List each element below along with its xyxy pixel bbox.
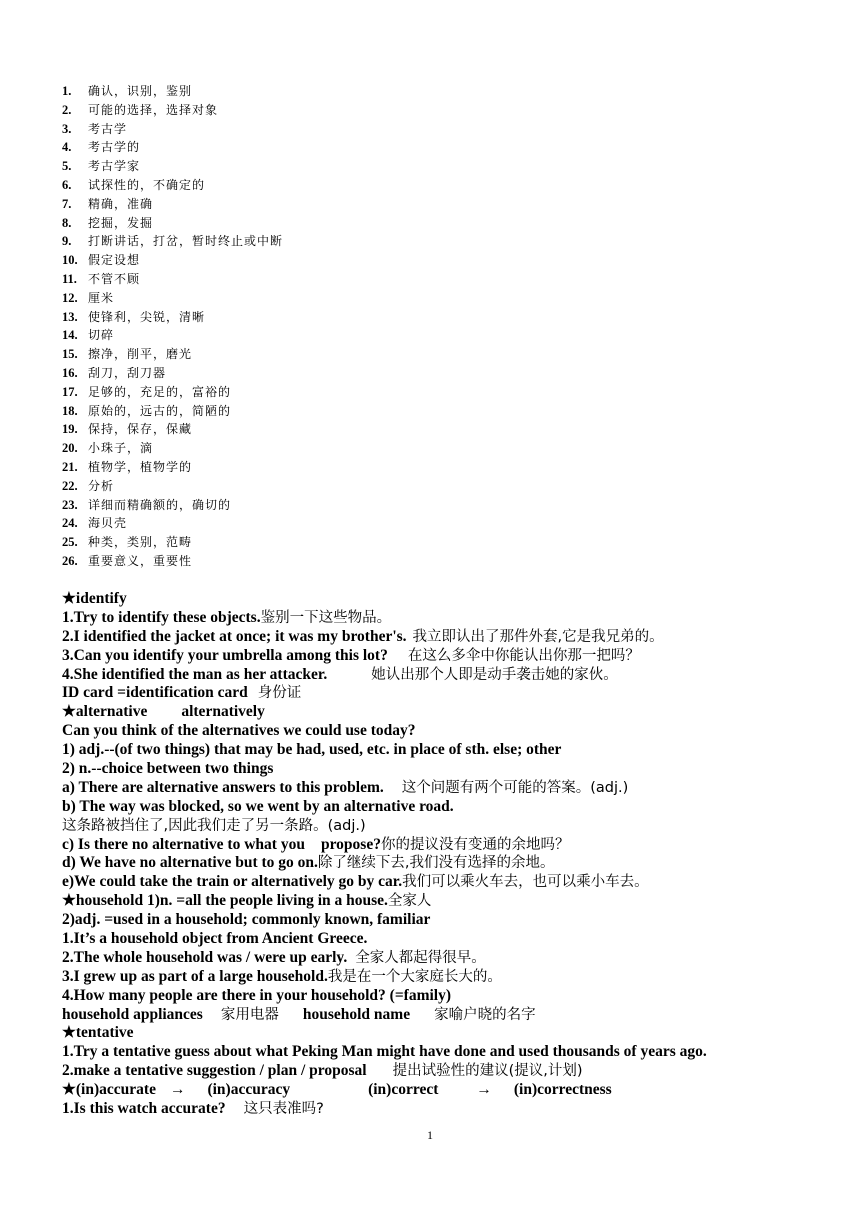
- vocab-item: [62, 289, 283, 308]
- entry-heading-identify: ★identify: [62, 590, 127, 607]
- vocab-definition: 试探性的，不确定的: [88, 177, 206, 192]
- vocab-item: [62, 439, 283, 458]
- vocab-item: [62, 458, 283, 477]
- vocab-item: [62, 326, 283, 345]
- vocab-definition: 刮刀，刮刀器: [88, 365, 167, 380]
- vocab-definition: 重要意义，重要性: [88, 553, 193, 568]
- example-line: 3.I grew up as part of a large household.我是在一个大家庭长大的。: [62, 967, 502, 985]
- vocab-item: [62, 120, 283, 139]
- vocab-number: 10.: [62, 253, 78, 268]
- vocab-number: 19.: [62, 422, 78, 437]
- example-line: Can you think of the alternatives we could use today?: [62, 722, 416, 740]
- vocab-number: 16.: [62, 365, 78, 380]
- example-line: 1.Try a tentative guess about what Peking Man might have done and used thousands of years ago.: [62, 1043, 707, 1061]
- vocab-definition: 小珠子，滴: [88, 441, 154, 456]
- vocab-item: [62, 364, 283, 383]
- vocab-number: 18.: [62, 403, 78, 418]
- vocab-item: [62, 101, 283, 120]
- vocab-number: 26.: [62, 553, 78, 568]
- vocab-item: [62, 176, 283, 195]
- vocab-number: 12.: [62, 290, 78, 305]
- vocab-item: [62, 138, 283, 157]
- vocab-number: 9.: [62, 234, 72, 249]
- page-number: 1: [427, 1128, 433, 1142]
- vocab-number: 1.: [62, 84, 72, 98]
- entry-heading-accurate: ★(in)accurate → (in)accuracy (in)correct → (in)correctness: [62, 1081, 612, 1099]
- example-line: 3.Can you identify your umbrella among this lot? 在这么多伞中你能认出你那一把吗？: [62, 646, 640, 664]
- vocab-item: [62, 308, 283, 327]
- definition-line: 1) adj.--(of two things) that may be had, used, etc. in place of sth. else; other: [62, 741, 562, 759]
- vocab-definition: 分析: [88, 478, 115, 493]
- example-line: 1.It’s a household object from Ancient Greece.: [62, 930, 368, 948]
- vocab-item: [62, 195, 283, 214]
- vocab-number: 5.: [62, 159, 72, 174]
- vocab-definition: 不管不顾: [88, 271, 141, 286]
- example-line: d) We have no alternative but to go on.除了继续下去,我们没有选择的余地。: [62, 854, 555, 872]
- vocab-definition: 详细而精确额的，确切的: [88, 497, 232, 512]
- vocab-number: 4.: [62, 140, 72, 155]
- vocab-item: [62, 232, 283, 251]
- vocab-definition: 打断讲话，打岔，暂时终止或中断: [88, 234, 284, 249]
- vocab-item: [62, 477, 283, 496]
- vocab-item: [62, 270, 283, 289]
- example-line: 2.make a tentative suggestion / plan / proposal 提出试验性的建议(提议,计划): [62, 1062, 583, 1080]
- vocab-definition: 考古学家: [88, 159, 141, 174]
- vocab-item: [62, 402, 283, 421]
- arrow-icon: →: [476, 1081, 492, 1099]
- vocab-definition: 擦净，削平，磨光: [88, 347, 193, 362]
- vocab-definition: 考古学的: [88, 140, 141, 155]
- vocab-number: 20.: [62, 441, 78, 456]
- vocab-definition: 厘米: [88, 290, 115, 305]
- vocab-definition: 保持，保存，保藏: [88, 422, 193, 437]
- example-line: ID card =identification card 身份证: [62, 684, 302, 702]
- vocab-item: [62, 420, 283, 439]
- definition-line: 2) n.--choice between two things: [62, 760, 274, 778]
- vocab-definition: 可能的选择，选择对象: [88, 102, 219, 117]
- vocab-item: [62, 157, 283, 176]
- vocab-definition: 足够的，充足的，富裕的: [88, 384, 232, 399]
- vocab-item: [62, 533, 283, 552]
- vocab-number: 7.: [62, 196, 72, 211]
- vocab-item: [62, 214, 283, 233]
- vocab-number: 25.: [62, 535, 78, 550]
- example-line: a) There are alternative answers to this problem. 这个问题有两个可能的答案。(adj.): [62, 778, 629, 796]
- vocab-item: [62, 82, 283, 101]
- vocab-definition: 挖掘，发掘: [88, 215, 154, 230]
- vocabulary-list: [62, 82, 283, 571]
- vocab-item: [62, 514, 283, 533]
- example-line: 1.Is this watch accurate? 这只表准吗?: [62, 1100, 324, 1118]
- vocab-number: 17.: [62, 384, 78, 399]
- vocab-item: [62, 383, 283, 402]
- vocab-number: 13.: [62, 309, 78, 324]
- example-line: 2.The whole household was / were up early. 全家人都起得很早。: [62, 948, 486, 966]
- arrow-icon: →: [169, 1081, 186, 1099]
- entry-heading-household: ★household 1)n. =all the people living in a house.全家人: [62, 892, 432, 910]
- vocab-number: 3.: [62, 121, 72, 136]
- vocab-number: 21.: [62, 459, 78, 474]
- example-line: household appliances 家用电器 household name 家喻户晓的名字: [62, 1005, 536, 1023]
- example-line: b) The way was blocked, so we went by an alternative road.: [62, 797, 454, 815]
- vocab-definition: 切碎: [88, 328, 115, 343]
- vocab-number: 2.: [62, 102, 72, 117]
- vocab-definition: 确认，识别，鉴别: [88, 84, 193, 98]
- vocab-definition: 考古学: [88, 121, 128, 136]
- vocab-definition: 原始的，远古的，简陋的: [88, 403, 232, 418]
- vocab-number: 15.: [62, 347, 78, 362]
- vocab-definition: 种类，类别，范畴: [88, 535, 193, 550]
- vocab-number: 22.: [62, 478, 78, 493]
- example-line: 4.How many people are there in your household? (=family): [62, 986, 452, 1004]
- vocab-item: [62, 345, 283, 364]
- vocab-number: 24.: [62, 516, 78, 531]
- entry-heading-tentative: ★tentative: [62, 1024, 134, 1042]
- definition-line: 2)adj. =used in a household; commonly known, familiar: [62, 911, 431, 929]
- entry-heading-alternative: ★alternative alternatively: [62, 703, 265, 721]
- example-line: 这条路被挡住了,因此我们走了另一条路。(adj.): [62, 817, 366, 834]
- vocab-definition: 植物学，植物学的: [88, 459, 193, 474]
- vocab-definition: 使锋利，尖锐，清晰: [88, 309, 206, 324]
- vocab-item: [62, 552, 283, 571]
- example-line: 1.Try to identify these objects.鉴别一下这些物品。: [62, 608, 392, 626]
- vocab-number: 23.: [62, 497, 78, 512]
- vocab-number: 8.: [62, 215, 72, 230]
- example-line: 4.She identified the man as her attacker. 她认出那个人即是动手袭击她的家伙。: [62, 665, 618, 683]
- vocab-number: 14.: [62, 328, 78, 343]
- vocab-item: [62, 251, 283, 270]
- example-line: e)We could take the train or alternatively go by car.我们可以乘火车去，也可以乘小车去。: [62, 873, 649, 891]
- vocab-definition: 假定设想: [88, 253, 141, 268]
- vocab-definition: 精确，准确: [88, 196, 154, 211]
- vocab-number: 6.: [62, 177, 72, 192]
- vocab-number: 11.: [62, 271, 77, 286]
- vocab-definition: 海贝壳: [88, 516, 128, 531]
- vocab-item: [62, 496, 283, 515]
- example-line: c) Is there no alternative to what you propose?你的提议没有变通的余地吗？: [62, 835, 570, 853]
- word-notes: [62, 590, 852, 1119]
- example-line: 2.I identified the jacket at once; it was my brother's. 我立即认出了那件外套,它是我兄弟的。: [62, 627, 664, 645]
